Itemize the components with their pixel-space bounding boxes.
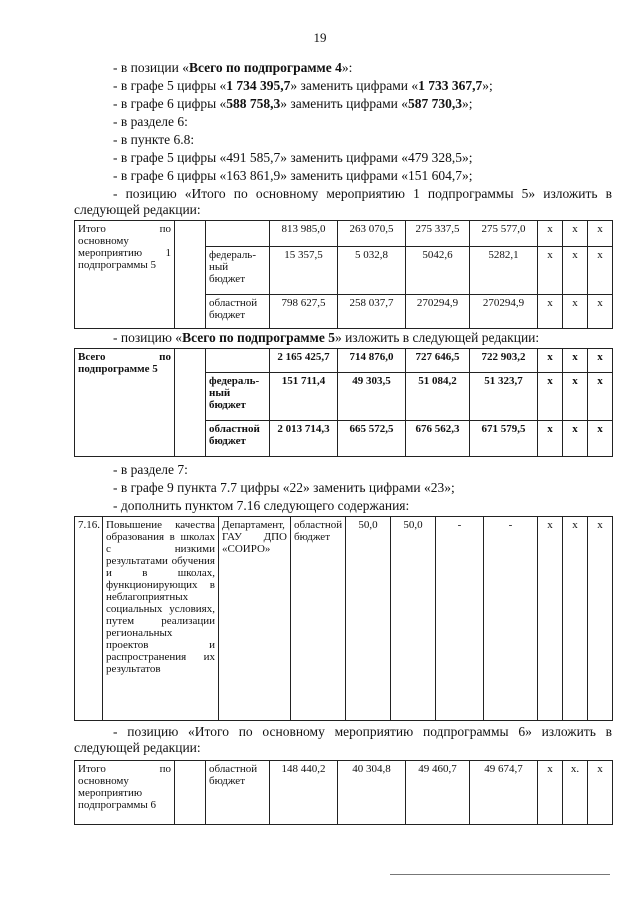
table-item-7-16	[74, 516, 613, 721]
source-cell: областной бюджет	[206, 761, 270, 825]
instruction-line-3	[113, 96, 473, 112]
value-cell: 665 572,5	[338, 421, 406, 457]
bold-text: 1 734 395,7	[226, 78, 291, 93]
text-fragment: »:	[341, 60, 353, 75]
value-cell: x	[538, 221, 563, 247]
text-fragment: »;	[461, 96, 473, 111]
text-fragment: » заменить цифрами «	[280, 96, 408, 111]
table-total-subprogram-5	[74, 348, 613, 457]
text-fragment: - в графе 6 цифры «	[113, 96, 227, 111]
text-fragment: »;	[482, 78, 493, 93]
title-word: Итого	[78, 223, 106, 235]
value-cell: 49 674,7	[470, 761, 538, 825]
value-cell: 714 876,0	[338, 349, 406, 373]
value-cell: 151 711,4	[270, 373, 338, 421]
value-cell: 676 562,3	[406, 421, 470, 457]
bold-text: 588 758,3	[226, 96, 281, 111]
item-number: 7.16.	[75, 517, 103, 721]
item-description: Повышение качества образования в школах с низкими результатами обучения и в школах, функционирующих в неблагоприятных социальных условиях, путем реализации региональных проектов и распространения их результатов	[103, 517, 219, 721]
value-cell: x.	[563, 761, 588, 825]
text-fragment: - в позиции «	[113, 60, 189, 75]
title-word: Итого	[78, 763, 106, 775]
source-cell: областной бюджет	[206, 421, 270, 457]
value-cell: x	[538, 295, 563, 329]
value-cell: 270294,9	[406, 295, 470, 329]
source-cell	[206, 221, 270, 247]
value-cell: -	[484, 517, 538, 721]
source-cell: федераль-ный бюджет	[206, 373, 270, 421]
table-row	[75, 761, 613, 825]
value-cell: x	[538, 349, 563, 373]
source-cell: областной бюджет	[206, 295, 270, 329]
row-title-cell	[75, 349, 175, 457]
value-cell: 722 903,2	[470, 349, 538, 373]
value-cell: 263 070,5	[338, 221, 406, 247]
value-cell: -	[436, 517, 484, 721]
value-cell: x	[588, 295, 613, 329]
value-cell: x	[538, 517, 563, 721]
table-main-event-1-subprogram-5	[74, 220, 613, 329]
value-cell: x	[563, 517, 588, 721]
instruction-line-6: - в графе 5 цифры «491 585,7» заменить цифрами «479 328,5»;	[113, 150, 473, 165]
table-row	[75, 517, 613, 721]
value-cell: x	[588, 349, 613, 373]
value-cell: 671 579,5	[470, 421, 538, 457]
value-cell: x	[588, 221, 613, 247]
title-word: по	[159, 223, 171, 235]
bold-text: 587 730,3	[407, 96, 462, 111]
text-fragment: - позицию «	[113, 330, 183, 345]
value-cell: x	[538, 373, 563, 421]
instruction-line-1	[113, 60, 352, 76]
row-title-cell	[75, 761, 175, 825]
footer-rule	[390, 874, 610, 875]
table-row	[75, 221, 613, 247]
value-cell: 148 440,2	[270, 761, 338, 825]
title-word: по	[159, 351, 171, 363]
instruction-line-8: - позицию «Итого по основному мероприятию 1 подпрограммы 5» изложить в следующей редакции:	[74, 186, 612, 217]
item-executor: Департамент, ГАУ ДПО «СОИРО»	[219, 517, 291, 721]
source-cell: федераль-ный бюджет	[206, 247, 270, 295]
text-fragment: - в графе 5 цифры «	[113, 78, 227, 93]
title-word: Всего	[78, 351, 106, 363]
empty-cell	[175, 761, 206, 825]
value-cell: 2 013 714,3	[270, 421, 338, 457]
instruction-line-10: - в разделе 7:	[113, 462, 188, 477]
source-cell	[206, 349, 270, 373]
value-cell: 50,0	[391, 517, 436, 721]
source-cell: областной бюджет	[291, 517, 346, 721]
value-cell: 49 460,7	[406, 761, 470, 825]
instruction-line-11: - в графе 9 пункта 7.7 цифры «22» заменить цифрами «23»;	[113, 480, 455, 495]
value-cell: 2 165 425,7	[270, 349, 338, 373]
value-cell: x	[538, 761, 563, 825]
instruction-line-7: - в графе 6 цифры «163 861,9» заменить цифрами «151 604,7»;	[113, 168, 473, 183]
value-cell: x	[588, 373, 613, 421]
value-cell: 49 303,5	[338, 373, 406, 421]
title-rest: основному мероприятию подпрограммы 6	[78, 775, 157, 811]
value-cell: 258 037,7	[338, 295, 406, 329]
instruction-line-2	[113, 78, 493, 94]
instruction-line-5: - в пункте 6.8:	[113, 132, 195, 147]
row-title-cell	[75, 221, 175, 329]
value-cell: x	[588, 421, 613, 457]
table-row	[75, 349, 613, 373]
instruction-line-13: - позицию «Итого по основному мероприятию подпрограммы 6» изложить в следующей редакции:	[74, 724, 612, 755]
instruction-line-12: - дополнить пунктом 7.16 следующего содержания:	[113, 498, 410, 513]
value-cell: x	[538, 247, 563, 295]
instruction-line-9	[113, 330, 539, 346]
title-word: по	[159, 763, 171, 775]
value-cell: 51 323,7	[470, 373, 538, 421]
page-number: 19	[313, 30, 327, 45]
value-cell: x	[563, 373, 588, 421]
value-cell: 5042,6	[406, 247, 470, 295]
value-cell: x	[563, 421, 588, 457]
bold-text: 1 733 367,7	[418, 78, 483, 93]
value-cell: 798 627,5	[270, 295, 338, 329]
value-cell: 5282,1	[470, 247, 538, 295]
value-cell: 40 304,8	[338, 761, 406, 825]
table-main-event-subprogram-6	[74, 760, 613, 825]
value-cell: x	[563, 349, 588, 373]
empty-cell	[175, 221, 206, 329]
value-cell: 51 084,2	[406, 373, 470, 421]
value-cell: x	[588, 517, 613, 721]
instruction-line-4: - в разделе 6:	[113, 114, 188, 129]
value-cell: x	[563, 247, 588, 295]
bold-text: Всего по подпрограмме 5	[182, 330, 335, 345]
title-rest: подпрограмме 5	[78, 363, 158, 375]
value-cell: 727 646,5	[406, 349, 470, 373]
empty-cell	[175, 349, 206, 457]
value-cell: 813 985,0	[270, 221, 338, 247]
value-cell: 275 337,5	[406, 221, 470, 247]
text-fragment: » заменить цифрами «	[290, 78, 419, 93]
value-cell: 5 032,8	[338, 247, 406, 295]
value-cell: x	[563, 221, 588, 247]
value-cell: x	[588, 761, 613, 825]
value-cell: 270294,9	[470, 295, 538, 329]
value-cell: x	[588, 247, 613, 295]
value-cell: 15 357,5	[270, 247, 338, 295]
value-cell: x	[563, 295, 588, 329]
bold-text: Всего по подпрограмме 4	[188, 60, 342, 75]
value-cell: 275 577,0	[470, 221, 538, 247]
title-rest: основному мероприятию 1 подпрограммы 5	[78, 235, 171, 271]
value-cell: 50,0	[346, 517, 391, 721]
value-cell: x	[538, 421, 563, 457]
text-fragment: » изложить в следующей редакции:	[334, 330, 540, 345]
